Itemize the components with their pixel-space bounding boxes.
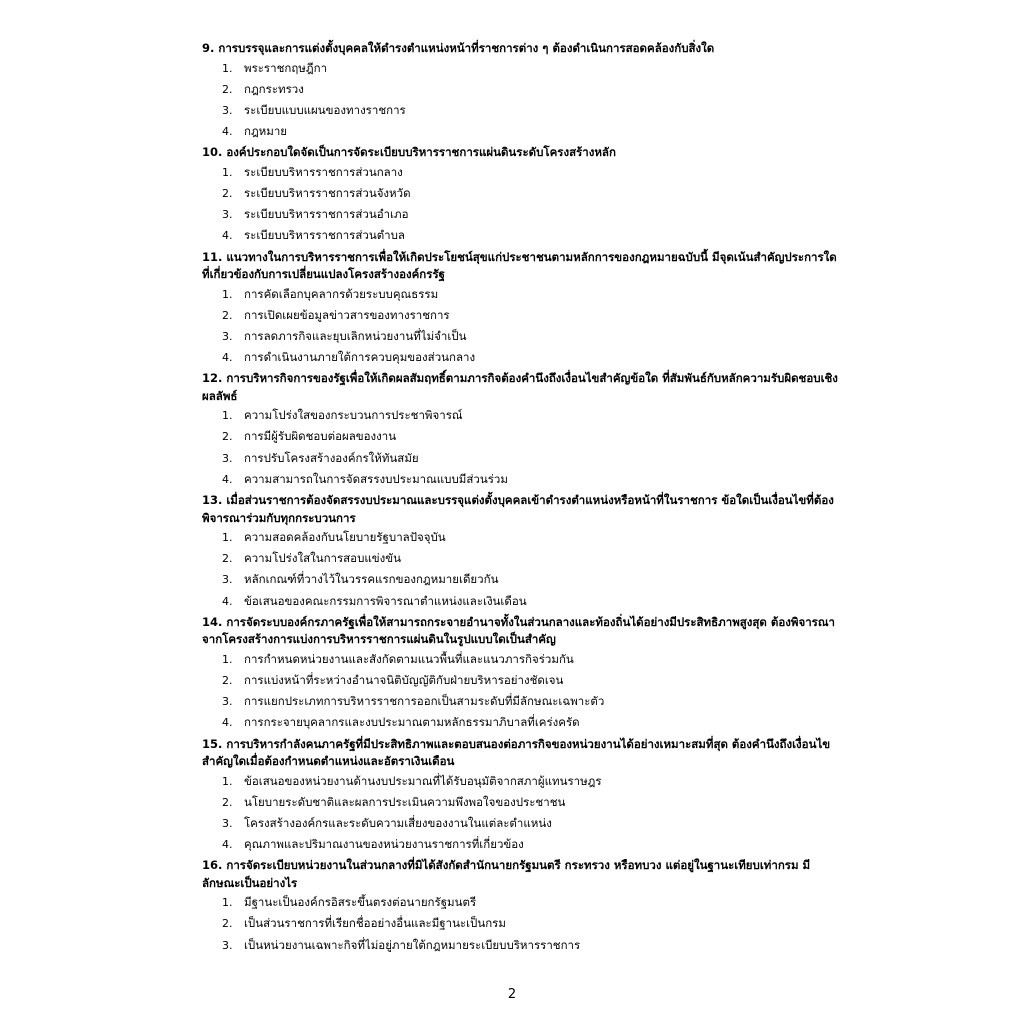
question-block <box>202 368 842 490</box>
option-number: 2. <box>222 552 233 566</box>
answer-option <box>202 712 842 733</box>
question-block <box>202 612 842 734</box>
option-number: 1. <box>222 652 233 666</box>
option-number: 4. <box>222 472 233 486</box>
answer-option <box>202 183 842 204</box>
option-number: 3. <box>222 816 233 830</box>
answer-option <box>202 569 842 590</box>
question-title: 15. การบริหารกำลังคนภาครัฐที่มีประสิทธิภาพและตอบสนองต่อภารกิจของหน่วยงานได้อย่างเหมาะสมที่สุด ต้องคำนึงถึงเงื่อนไขสำคัญใดเมื่อต้องกำหนดตำแหน่งและอัตราเงินเดือน <box>202 736 831 768</box>
option-text: ระเบียบบริหารราชการส่วนตำบล <box>244 228 405 243</box>
question-title: 9. การบรรจุและการแต่งตั้งบุคคลให้ดำรงตำแหน่งหน้าที่ราชการต่าง ๆ ต้องดำเนินการสอดคล้องกับสิ่งใด <box>202 41 715 55</box>
answer-option <box>202 58 842 79</box>
option-text: มีฐานะเป็นองค์กรอิสระขึ้นตรงต่อนายกรัฐมนตรี <box>244 895 477 910</box>
option-text: ระเบียบบริหารราชการส่วนอำเภอ <box>244 207 409 222</box>
answer-option <box>202 527 842 548</box>
question-block <box>202 734 842 856</box>
option-text: ระเบียบบริหารราชการส่วนกลาง <box>244 164 403 179</box>
option-text: ความสามารถในการจัดสรรงบประมาณแบบมีส่วนร่วม <box>244 471 508 486</box>
option-text: การลดภารกิจและยุบเลิกหน่วยงานที่ไม่จำเป็น <box>244 328 467 343</box>
answer-option <box>202 670 842 691</box>
option-number: 4. <box>222 594 233 608</box>
option-number: 2. <box>222 186 233 200</box>
option-number: 4. <box>222 125 233 139</box>
option-text: การแยกประเภทการบริหารราชการออกเป็นสามระดับที่มีลักษณะเฉพาะตัว <box>244 694 605 709</box>
option-number: 1. <box>222 531 233 544</box>
option-number: 4. <box>222 229 233 243</box>
answer-option <box>202 649 842 670</box>
answer-options <box>202 284 842 369</box>
question-block <box>202 855 842 956</box>
answer-option <box>202 469 842 490</box>
answer-options <box>202 405 842 490</box>
answer-option <box>202 935 842 956</box>
option-number: 3. <box>222 695 233 709</box>
document-body <box>202 38 842 956</box>
answer-option <box>202 405 842 426</box>
answer-option <box>202 834 842 855</box>
option-number: 4. <box>222 838 233 852</box>
option-text: การเปิดเผยข้อมูลข่าวสารของทางราชการ <box>244 307 450 322</box>
option-number: 1. <box>222 896 233 910</box>
option-text: พระราชกฤษฎีกา <box>244 60 328 75</box>
option-text: เป็นส่วนราชการที่เรียกชื่ออย่างอื่นและมีฐานะเป็นกรม <box>244 916 506 931</box>
answer-option <box>202 204 842 225</box>
option-number: 2. <box>222 308 233 322</box>
option-number: 3. <box>222 451 233 465</box>
question-block <box>202 247 842 369</box>
question-block <box>202 490 842 612</box>
answer-option <box>202 813 842 834</box>
option-number: 1. <box>222 165 233 179</box>
option-number: 3. <box>222 938 233 952</box>
option-text: ระเบียบบริหารราชการส่วนจังหวัด <box>244 185 411 200</box>
option-number: 2. <box>222 430 233 444</box>
answer-options <box>202 527 842 612</box>
answer-option <box>202 121 842 142</box>
question-block <box>202 142 842 246</box>
answer-option <box>202 284 842 305</box>
option-text: การแบ่งหน้าที่ระหว่างอำนาจนิติบัญญัติกับฝ่ายบริหารอย่างชัดเจน <box>244 672 564 687</box>
option-text: คุณภาพและปริมาณงานของหน่วยงานราชการที่เกี่ยวข้อง <box>244 837 524 852</box>
option-text: กฎกระทรวง <box>244 81 304 96</box>
question-title: 16. การจัดระเบียบหน่วยงานในส่วนกลางที่มิได้สังกัดสำนักนายกรัฐมนตรี กระทรวง หรือทบวง แต่อยู่ในฐานะเทียบเท่ากรม มีลักษณะเป็นอย่างไร <box>202 858 811 890</box>
option-text: โครงสร้างองค์กรและระดับความเสี่ยงของงานในแต่ละตำแหน่ง <box>244 815 552 830</box>
answer-option <box>202 792 842 813</box>
option-number: 1. <box>222 287 233 301</box>
option-text: การกระจายบุคลากรและงบประมาณตามหลักธรรมาภิบาลที่เคร่งครัด <box>244 715 580 730</box>
question-title: 12. การบริหารกิจการของรัฐเพื่อให้เกิดผลสัมฤทธิ์ตามภารกิจต้องคำนึงถึงเงื่อนไขสำคัญข้อใด ที่สัมพันธ์กับหลักความรับผิดชอบเชิงผลลัพธ์ <box>202 371 838 403</box>
question-title: 10. องค์ประกอบใดจัดเป็นการจัดระเบียบบริหารราชการแผ่นดินระดับโครงสร้างหลัก <box>202 145 616 160</box>
answer-option <box>202 326 842 347</box>
option-text: การกำหนดหน่วยงานและสังกัดตามแนวพื้นที่และแนวภารกิจร่วมกัน <box>244 651 574 666</box>
option-text: การดำเนินงานภายใต้การควบคุมของส่วนกลาง <box>244 350 476 365</box>
option-text: ข้อเสนอของหน่วยงานด้านงบประมาณที่ได้รับอนุมัติจากสภาผู้แทนราษฎร <box>244 773 602 788</box>
option-text: หลักเกณฑ์ที่วางไว้ในวรรคแรกของกฎหมายเดียวกัน <box>244 572 499 587</box>
option-text: การปรับโครงสร้างองค์กรให้ทันสมัย <box>244 450 419 465</box>
answer-option <box>202 305 842 326</box>
answer-options <box>202 58 842 143</box>
question-block <box>202 38 842 142</box>
page-number: 2 <box>507 987 517 1002</box>
question-title: 14. การจัดระบบองค์กรภาครัฐเพื่อให้สามารถกระจายอำนาจทั้งในส่วนกลางและท้องถิ่นได้อย่างมีประสิทธิภาพสูงสุด ต้องพิจารณาจากโครงสร้างการแบ่งการบริหารราชการแผ่นดินในรูปแบบใดเป็นสำคัญ <box>202 614 835 647</box>
answer-option <box>202 591 842 612</box>
answer-option <box>202 79 842 100</box>
question-title: 13. เมื่อส่วนราชการต้องจัดสรรงบประมาณและบรรจุแต่งตั้งบุคคลเข้าดำรงตำแหน่งหรือหน้าที่ในราชการ ข้อใดเป็นเงื่อนไขที่ต้องพิจารณาร่วมกับทุกกระบวนการ <box>202 493 834 525</box>
answer-option <box>202 448 842 469</box>
option-number: 1. <box>222 409 233 423</box>
option-number: 1. <box>222 774 233 788</box>
option-text: ระเบียบแบบแผนของทางราชการ <box>244 102 406 117</box>
option-number: 2. <box>222 82 233 96</box>
answer-options <box>202 771 842 856</box>
option-number: 3. <box>222 329 233 343</box>
option-text: ความสอดคล้องกับนโยบายรัฐบาลปัจจุบัน <box>244 530 446 544</box>
answer-options <box>202 892 842 956</box>
option-text: การมีผู้รับผิดชอบต่อผลของงาน <box>244 429 397 444</box>
option-number: 2. <box>222 673 233 687</box>
option-number: 4. <box>222 716 233 730</box>
option-text: เป็นหน่วยงานเฉพาะกิจที่ไม่อยู่ภายใต้กฎหมายระเบียบบริหารราชการ <box>244 937 581 952</box>
option-number: 1. <box>222 61 233 75</box>
option-number: 3. <box>222 103 233 117</box>
option-text: กฎหมาย <box>244 124 288 139</box>
option-text: การคัดเลือกบุคลากรด้วยระบบคุณธรรม <box>244 286 439 301</box>
answer-option <box>202 892 842 913</box>
answer-options <box>202 162 842 247</box>
answer-option <box>202 162 842 183</box>
question-title: 11. แนวทางในการบริหารราชการเพื่อให้เกิดประโยชน์สุขแก่ประชาชนตามหลักการของกฎหมายฉบับนี้ มีจุดเน้นสำคัญประการใดที่เกี่ยวข้องกับการเปลี่ยนแปลงโครงสร้างองค์กรรัฐ <box>202 249 837 281</box>
answer-option <box>202 426 842 447</box>
option-number: 3. <box>222 208 233 222</box>
answer-option <box>202 771 842 792</box>
answer-option <box>202 913 842 934</box>
option-text: ข้อเสนอของคณะกรรมการพิจารณาตำแหน่งและเงินเดือน <box>244 593 527 608</box>
option-text: นโยบายระดับชาติและผลการประเมินความพึงพอใจของประชาชน <box>244 794 566 809</box>
answer-options <box>202 649 842 734</box>
answer-option <box>202 347 842 368</box>
answer-option <box>202 100 842 121</box>
option-number: 2. <box>222 917 233 931</box>
option-number: 4. <box>222 351 233 365</box>
option-text: ความโปร่งใสของกระบวนการประชาพิจารณ์ <box>244 408 463 423</box>
option-text: ความโปร่งใสในการสอบแข่งขัน <box>244 551 402 566</box>
option-number: 3. <box>222 573 233 587</box>
answer-option <box>202 548 842 569</box>
option-number: 2. <box>222 795 233 809</box>
answer-option <box>202 225 842 246</box>
answer-option <box>202 691 842 712</box>
